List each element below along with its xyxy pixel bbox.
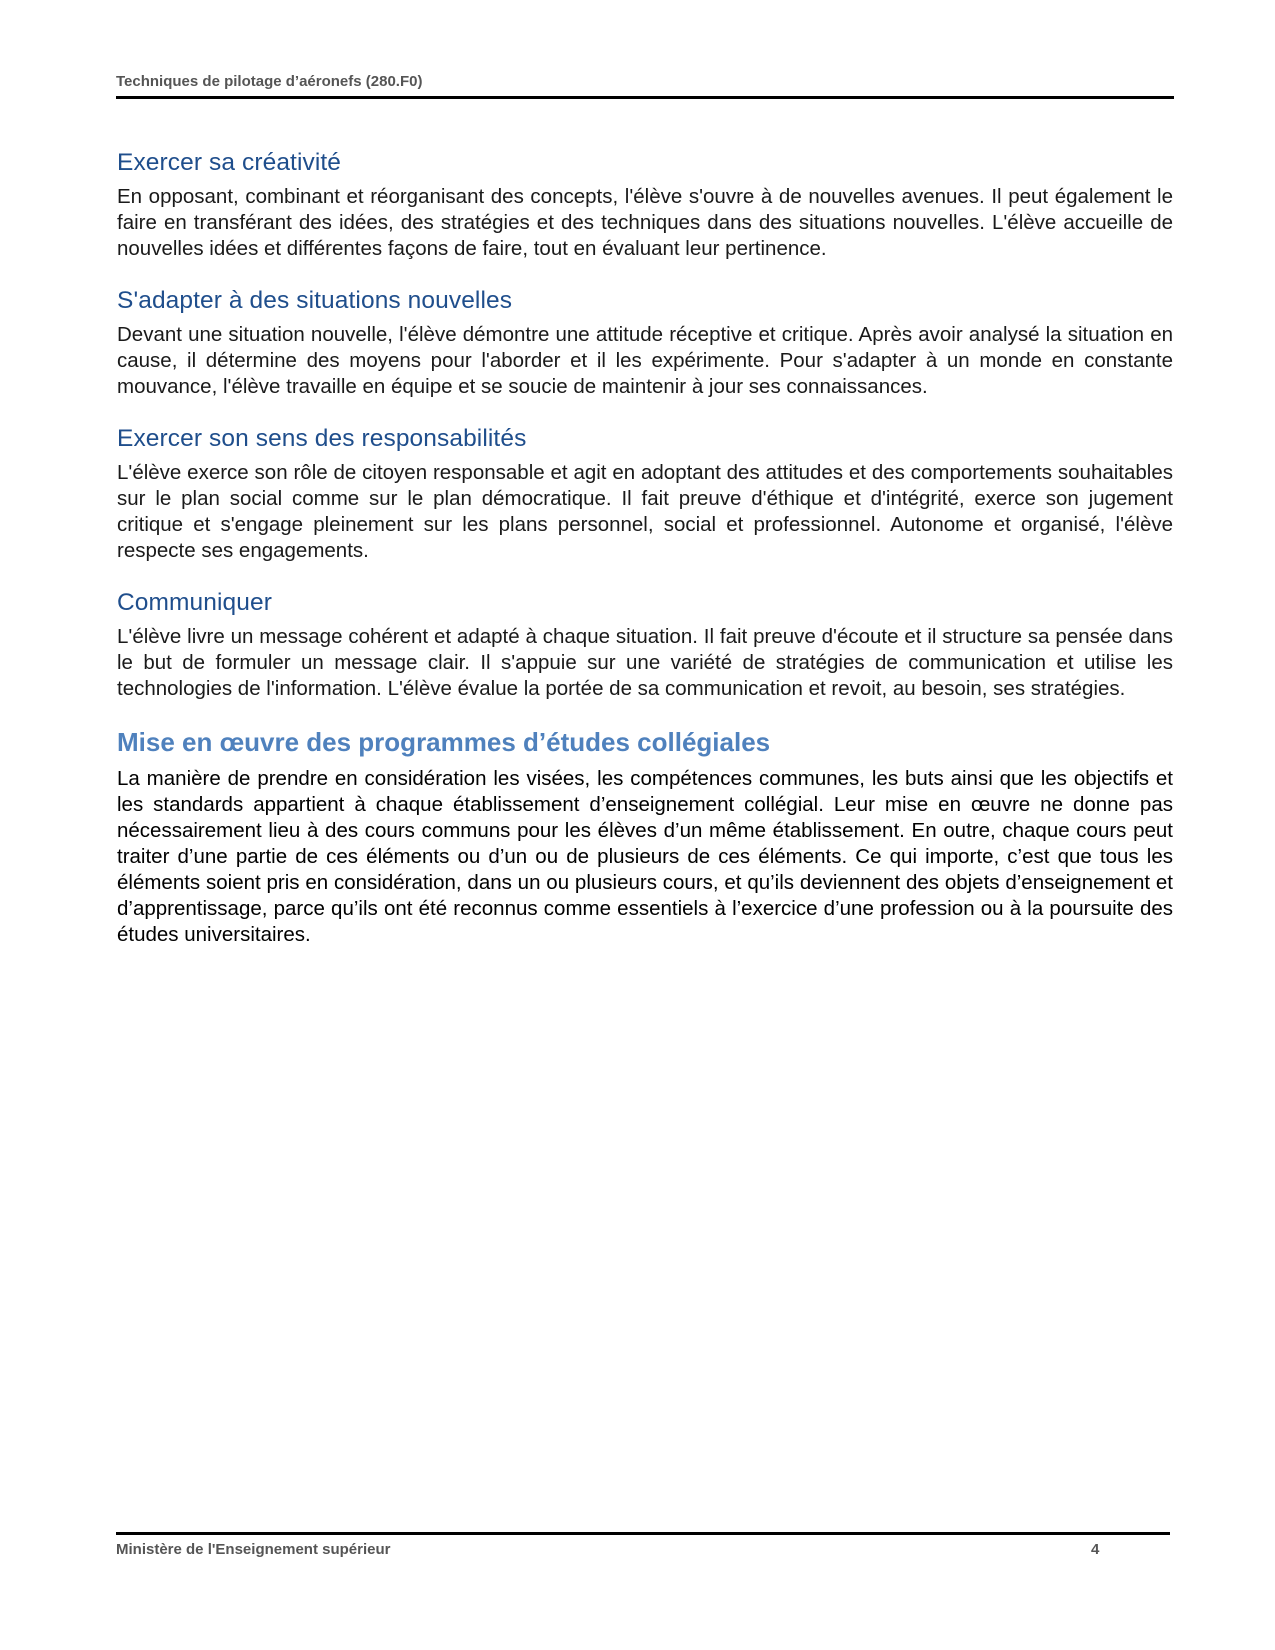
section-heading: Exercer son sens des responsabilités	[117, 425, 527, 452]
section-heading: S'adapter à des situations nouvelles	[117, 287, 513, 314]
section-communication	[117, 588, 1173, 702]
page-number: 4	[1091, 1541, 1100, 1558]
implementation-paragraph: La manière de prendre en considération les visées, les compétences communes, les buts ainsi que les objectifs et les standards appartient à chaque établissement d’enseignement collégial. Leur mise en œuvre ne donne pas nécessairement lieu à des cours communs pour les élèves d’un même établissement. En outre, chaque cours peut traiter d’une partie de ces éléments ou d’un ou de plusieurs de ces éléments. Ce qui importe, c’est que tous les éléments soient pris en considération, dans un ou plusieurs cours, et qu’ils deviennent des objets d’enseignement et d’apprentissage, parce qu’ils ont été reconnus comme essentiels à l’exercice d’une profession ou à la poursuite des études universitaires.	[117, 767, 1173, 946]
section-heading: Communiquer	[117, 589, 272, 616]
section-paragraph: L'élève livre un message cohérent et adapté à chaque situation. Il fait preuve d'écoute et il structure sa pensée dans le but de formuler un message clair. Il s'appuie sur une variété de stratégies de communication et utilise les technologies de l'information. L'élève évalue la portée de sa communication et revoit, au besoin, ses stratégies.	[117, 625, 1173, 700]
section-implementation	[117, 726, 1173, 948]
footer-ministry: Ministère de l'Enseignement supérieur	[116, 1541, 391, 1558]
page-footer	[116, 1532, 1170, 1565]
section-adaptation	[117, 286, 1173, 400]
document-title: Techniques de pilotage d’aéronefs (280.F0)	[116, 73, 423, 90]
section-responsibility	[117, 424, 1173, 564]
page-header	[116, 72, 1174, 99]
major-heading: Mise en œuvre des programmes d’études collégiales	[117, 727, 771, 757]
section-paragraph: Devant une situation nouvelle, l'élève démontre une attitude réceptive et critique. Après avoir analysé la situation en cause, il détermine des moyens pour l'aborder et il les expérimente. Pour s'adapter à un monde en constante mouvance, l'élève travaille en équipe et se soucie de maintenir à jour ses connaissances.	[117, 323, 1173, 398]
page-content	[117, 148, 1173, 972]
section-heading: Exercer sa créativité	[117, 149, 342, 176]
section-paragraph: L'élève exerce son rôle de citoyen responsable et agit en adoptant des attitudes et des comportements souhaitables sur le plan social comme sur le plan démocratique. Il fait preuve d'éthique et d'intégrité, exerce son jugement critique et s'engage pleinement sur les plans personnel, social et professionnel. Autonome et organisé, l'élève respecte ses engagements.	[117, 461, 1173, 562]
section-creativity	[117, 148, 1173, 262]
section-paragraph: En opposant, combinant et réorganisant des concepts, l'élève s'ouvre à de nouvelles avenues. Il peut également le faire en transférant des idées, des stratégies et des techniques dans des situations nouvelles. L'élève accueille de nouvelles idées et différentes façons de faire, tout en évaluant leur pertinence.	[117, 185, 1173, 260]
